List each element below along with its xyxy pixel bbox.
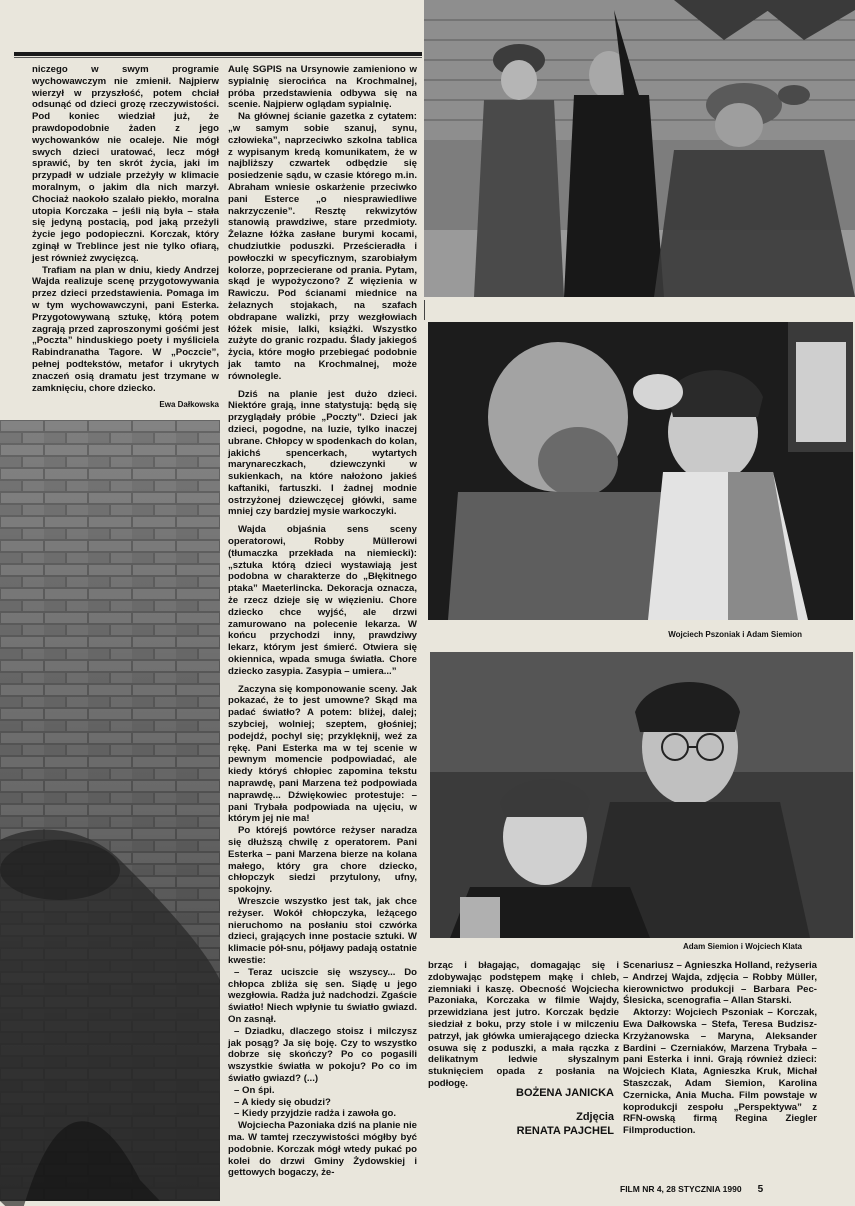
paragraph: brząc i błagając, domagając się i zdobywając podstępem mąkę i chleb, ziemniaki i kaszę. Obecność Wojciecha Pazoniaka, Korczaka w filmie Wajdy, przewidziana jest jutro. Korczak będzie siedział z boku, przy stole i w milczeniu patrzył, jak główka umierającego dziecka osuwa się z poduszki, a mała rączka z delikatnym ledwie słyszalnym stuknięciem opada z posłania na podłogę.: [428, 960, 619, 1089]
top-rule: [14, 52, 422, 56]
photos-credit-label: Zdjęcia: [576, 1111, 614, 1123]
column-3: [428, 960, 619, 1089]
paragraph: Dziś na planie jest dużo dzieci. Niektóre grają, inne statystują: będą się przyglądały próbie „Poczty”. Dzieci jak dzieci, pogodne, na luzie, tylko inaczej ubrane. Chłopcy w spodenkach do kolan, jakichś spencerkach, wytartych marynareczkach, dziewczynki w sukienkach, na które nałożono jakieś kaftaniki, fartuszki. I żadnej modnie ostrzyżonej dziewczęcej główki, same mniej czy bardziej mysie warkoczyki.: [228, 388, 417, 518]
dialog-line: – A kiedy się obudzi?: [234, 1096, 331, 1108]
paragraph: Aulę SGPIS na Ursynowie zamieniono w sypialnię sierocińca na Krochmalnej, próba przedstawienia odbywa się na scenie. Najpierw oglądam sypialnię.: [228, 64, 417, 111]
brick-wall-photo: [0, 420, 220, 1201]
paragraph: Trafiam na plan w dniu, kiedy Andrzej Wajda realizuje scenę przygotowywania przez dzieci przedstawienia. Pomaga im w tym wychowawczyni, pani Esterka. Przygotowywaną sztukę, którą potem zagrają przed zaproszonymi gośćmi jest „Poczta” hinduskiego poety i myśliciela Rabindranatha Tagore. W „Poczcie”, pełnej podtekstów, metafor i ukrytych znaczeń osią dramatu jest trzymane w zamknięciu, chore dziecko.: [32, 264, 219, 394]
column-4-credits: [623, 960, 817, 1150]
paragraph: Wreszcie wszystko jest tak, jak chce reżyser. Wokół chłopczyka, leżącego nieruchomo na posłaniu stoi czwórka dzieci, grających inne postacie sztuki. W klimacie pół-snu, półjawy padają ostatnie kwestie:: [228, 895, 417, 966]
soldiers-photo: [424, 0, 855, 297]
column-1: [32, 64, 219, 394]
paragraph: niczego w swym programie wychowawczym nie zmienił. Najpierw wierzył w przyszłość, potem chciał odsunąć od dzieci grozę rzeczywistości. Pod koniec wiedział już, że prawdopodobnie żaden z jego wychowanków nie ocaleje. Nie mógł swych dzieci uratować, lecz mógł sprawić, by ten skrót życia, jaki im przypadł w udziale przeżyły w klimacie moralnym, o jakim dla nich marzył. Chociaż naokoło szalało piekło, moralna utopia Korczaka – jeśli nią była – stała się jedyną postacią, pod jaką przeżyli życie jego podopieczni. Korczak, który zginął w Treblince jest nie tylko ofiarą, jest również zwycięzcą.: [32, 64, 219, 264]
dialog-line: – On śpi.: [234, 1084, 275, 1096]
photo-caption: Wojciech Pszoniak i Adam Siemion: [668, 630, 802, 639]
article-signoff: [428, 1086, 614, 1138]
dialog-line: – Dziadku, dlaczego stoisz i milczysz jak posąg? Ja się boję. Czy to wszystko dobrze się skończy? Po co pogasili wszystkie światła w pokoju? Po co im światło gwiazd? (...): [228, 1025, 417, 1084]
dialog-line: – Kiedy przyjdzie radża i zawoła go.: [234, 1108, 397, 1120]
issue-info: FILM NR 4, 28 STYCZNIA 1990: [620, 1184, 742, 1194]
paragraph: Wajda objaśnia sens sceny operatorowi, Robby Müllerowi (tłumaczka przekłada na niemiecki): „sztuka którą dzieci wystawiają jest podobna w charakterze do „Błękitnego ptaka” Maeterlincka. Dekoracja oznacza, że rzecz dzieje się w więzieniu. Chore dziecko chce wyjść, ale drzwi zamurowano na polecenie lekarza. W końcu przychodzi inny, prawdziwy lekarz, którym jest śmierć. Otwiera się okiennica, wpada smuga światła. Chore dziecko zasypia. Zasypia – umiera...”: [228, 524, 417, 677]
credits-paragraph: Scenariusz – Agnieszka Holland, reżyseria – Andrzej Wajda, zdjęcia – Robby Müller, kierownictwo produkcji – Barbara Pec-Ślesicka, scenografia – Allan Starski.: [623, 960, 817, 1007]
author-name: BOŻENA JANICKA: [516, 1087, 614, 1099]
divider: [424, 300, 425, 320]
dialog-line: – Teraz uciszcie się wszyscy... Do chłopca zbliża się sen. Siądę u jego wezgłowia. Radża już nadchodzi. Zgaście światło! Niech wpłynie tu światło gwiazd. On zasnął.: [228, 966, 417, 1025]
column-2: [228, 64, 417, 1179]
photographer-name: RENATA PAJCHEL: [516, 1125, 614, 1137]
author-byline: Ewa Dałkowska: [159, 400, 219, 409]
page-footer: [620, 1184, 763, 1195]
credits-paragraph: Aktorzy: Wojciech Pszoniak – Korczak, Ewa Dałkowska – Stefa, Teresa Budzisz-Krzyżanowska – Maryna, Aleksander Bardini – Czerniaków, Marzena Trybała – pani Esterka i inni. Grają również dzieci: Wojciech Klata, Agnieszka Kruk, Michał Staszczak, Adam Siemion, Karolina Czernicka, Ania Mucha. Film powstaje w koprodukcji zespołu „Perspektywa” z RFN-owską firmą Regina Ziegler Filmproduction.: [623, 1007, 817, 1137]
paragraph: Wojciecha Pazoniaka dziś na planie nie ma. W tamtej rzeczywistości mógłby być podobnie. Korczak mógł wtedy pukać po kolei do drzwi Gminy Żydowskiej i gettowych bogaczy, że-: [228, 1120, 417, 1179]
paragraph: Na głównej ścianie gazetka z cytatem: „w samym sobie szanuj, synu, człowieka”, naprzeciwko szkolna tablica z wypisanym kredą komunikatem, że w najbliższy czwartek odbędzie się posiedzenie sądu, w czasie którego m.in. Abraham wniesie oskarżenie przeciwko pani Esterce „o niesprawiedliwe nakrzyczenie”. Resztę rekwizytów stanowią prawdziwe, stare przedmioty. Żelazne łóżka zasłane burymi kocami, chudziutkie poduszki. Prześcieradła i powłoczki w specyficznym, szarobiałym kolorze, poprzecierane od prania. Pytam, skąd je wypożyczono? Z więzienia w Rawiczu. Pod ścianami miednice na żelaznych stojakach, na szafach obdrapane walizki, przy wezgłowiach łóżek misie, lalki, książki. Wszystko zużyte do granic rozpadu. Ślady jakiegoś życia, które mogło przebiegać podobnie jak tamto na Krochmalnej, może równolegle.: [228, 111, 417, 382]
paragraph: Po którejś powtórce reżyser naradza się dłuższą chwilę z operatorem. Pani Esterka – pani Marzena bierze na kolana małego, który gra chore dziecko, chłopczyk siedzi przytulony, ufny, spokojny.: [228, 825, 417, 896]
page-number: 5: [757, 1184, 764, 1195]
two-boys-photo: [430, 652, 853, 938]
photo-caption: Adam Siemion i Wojciech Klata: [683, 942, 802, 951]
doctor-and-boy-photo: [428, 322, 853, 620]
top-rule-thin: [14, 57, 422, 58]
paragraph: Zaczyna się komponowanie sceny. Jak pokazać, że to jest umowne? Skąd ma padać światło? A potem: bliżej, dalej; szybciej, wolniej; szeptem, głośniej; podejdź, pochyl się; przyklęknij, weź za rękę. Pani Esterka ma w tej scenie w pewnym momencie podpowiadać, ale kiedy któryś chłopiec zapomina tekstu naprawdę, pani Marzena też podpowiada naprawdę... Dźwiękowiec protestuje: – pani Trybała podpowiada na ujęciu, w którym jej nie ma!: [228, 683, 417, 825]
